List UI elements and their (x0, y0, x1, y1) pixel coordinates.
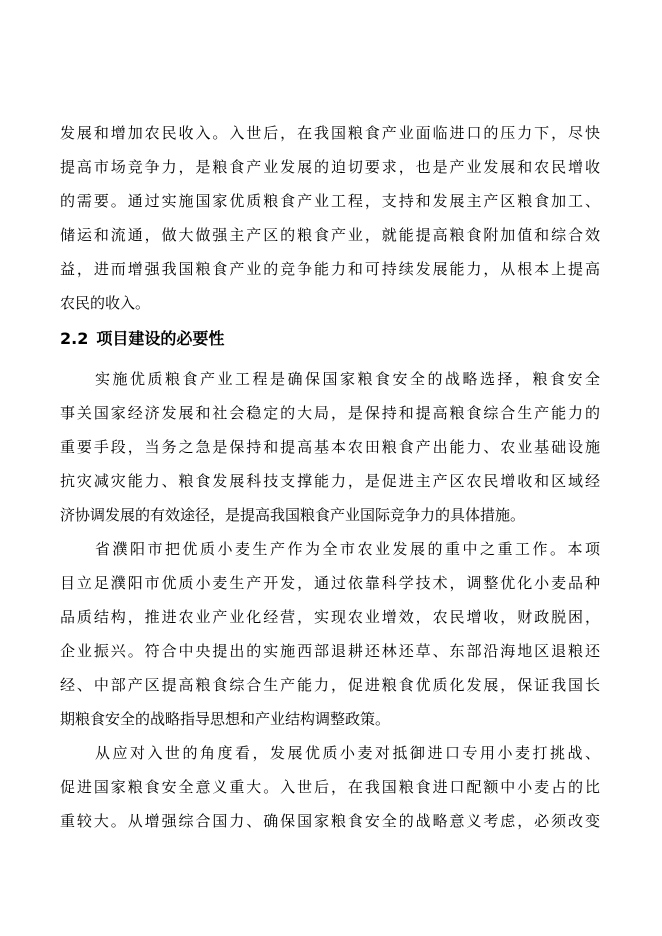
para2-line-1: 省濮阳市把优质小麦生产作为全市农业发展的重中之重工作。本项 (95, 540, 600, 558)
para1-line-1: 实施优质粮食产业工程是确保国家粮食安全的战略选择，粮食安全 (95, 370, 600, 388)
para2-line-6: 期粮食安全的战略指导思想和产业结构调整政策。 (60, 710, 391, 728)
para3-line-3: 重较大。从增强综合国力、确保国家粮食安全的战略意义考虑，必须改变 (60, 812, 600, 830)
intro-line-1: 发展和增加农民收入。入世后，在我国粮食产业面临进口的压力下，尽快 (60, 124, 600, 142)
para1-line-4: 抗灾减灾能力、粮食发展科技支撑能力，是促进主产区农民增收和区域经 (60, 472, 600, 490)
intro-line-2: 提高市场竞争力，是粮食产业发展的迫切要求，也是产业发展和农民增收 (60, 158, 600, 176)
para1-line-5: 济协调发展的有效途径，是提高我国粮食产业国际竞争力的具体措施。 (60, 506, 526, 524)
section-heading (60, 322, 600, 356)
section-title: 项目建设的必要性 (96, 329, 225, 348)
section-number: 2.2 (60, 329, 89, 348)
para2-line-2: 目立足濮阳市优质小麦生产开发，通过依靠科学技术，调整优化小麦品种 (60, 574, 600, 592)
intro-line-5: 益，进而增强我国粮食产业的竞争能力和可持续发展能力，从根本上提高 (60, 260, 600, 278)
intro-line-6: 农民的收入。 (60, 294, 151, 312)
intro-line-4: 储运和流通，做大做强主产区的粮食产业，就能提高粮食附加值和综合效 (60, 226, 600, 244)
para2-line-4: 企业振兴。符合中央提出的实施西部退耕还林还草、东部沿海地区退粮还 (60, 642, 600, 660)
intro-line-3: 的需要。通过实施国家优质粮食产业工程，支持和发展主产区粮食加工、 (60, 192, 600, 210)
para3-line-1: 从应对入世的角度看，发展优质小麦对抵御进口专用小麦打挑战、 (95, 744, 600, 762)
para3-line-2: 促进国家粮食安全意义重大。入世后，在我国粮食进口配额中小麦占的比 (60, 778, 600, 796)
para2-line-3: 品质结构，推进农业产业化经营，实现农业增效，农民增收，财政脱困， (60, 608, 600, 626)
para1-line-2: 事关国家经济发展和社会稳定的大局，是保持和提高粮食综合生产能力的 (60, 404, 600, 422)
para2-line-5: 经、中部产区提高粮食综合生产能力，促进粮食优质化发展，保证我国长 (60, 676, 600, 694)
para1-line-3: 重要手段，当务之急是保持和提高基本农田粮食产出能力、农业基础设施 (60, 438, 600, 456)
